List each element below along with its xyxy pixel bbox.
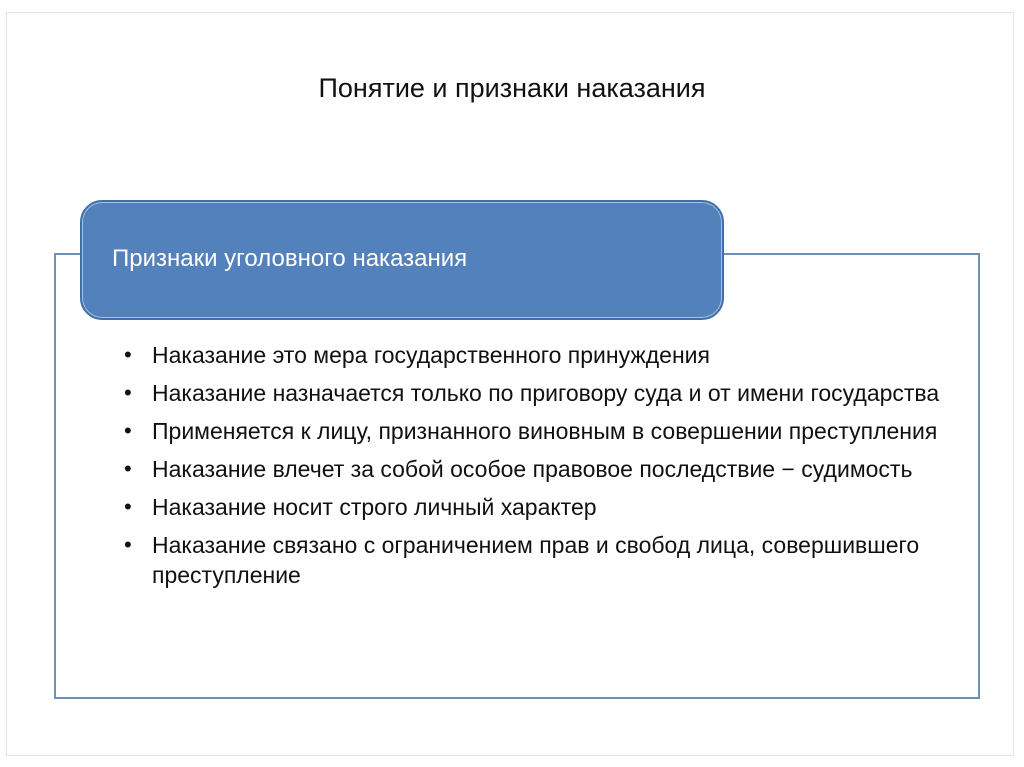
slide-title: Понятие и признаки наказания: [318, 73, 706, 103]
bullet-text: Наказание это мера государственного принуждения: [152, 342, 710, 368]
header-pill: [80, 200, 724, 320]
bullet-dot-icon: •: [124, 532, 132, 557]
bullet-dot-icon: •: [124, 380, 132, 405]
bullet-item-1: [124, 340, 944, 370]
bullet-item-5: [124, 492, 944, 522]
bullet-text: Наказание носит строго личный характер: [152, 494, 597, 520]
bullet-dot-icon: •: [124, 456, 132, 481]
bullet-dot-icon: •: [124, 342, 132, 367]
bullet-text: Наказание связано с ограничением прав и свобод лица, совершившего преступление: [152, 532, 920, 588]
bullet-item-6: [124, 530, 944, 590]
bullet-text: Наказание влечет за собой особое правовое последствие − судимость: [152, 456, 913, 482]
bullet-item-4: [124, 454, 944, 484]
header-pill-label: Признаки уголовного наказания: [112, 245, 468, 272]
bullet-dot-icon: •: [124, 418, 132, 443]
bullet-item-3: [124, 416, 944, 446]
bullet-text: Применяется к лицу, признанного виновным в совершении преступления: [152, 418, 938, 444]
bullet-text: Наказание назначается только по приговору суда и от имени государства: [152, 380, 940, 406]
bullet-dot-icon: •: [124, 494, 132, 519]
bullet-item-2: [124, 378, 944, 408]
bullet-list: [124, 340, 944, 598]
